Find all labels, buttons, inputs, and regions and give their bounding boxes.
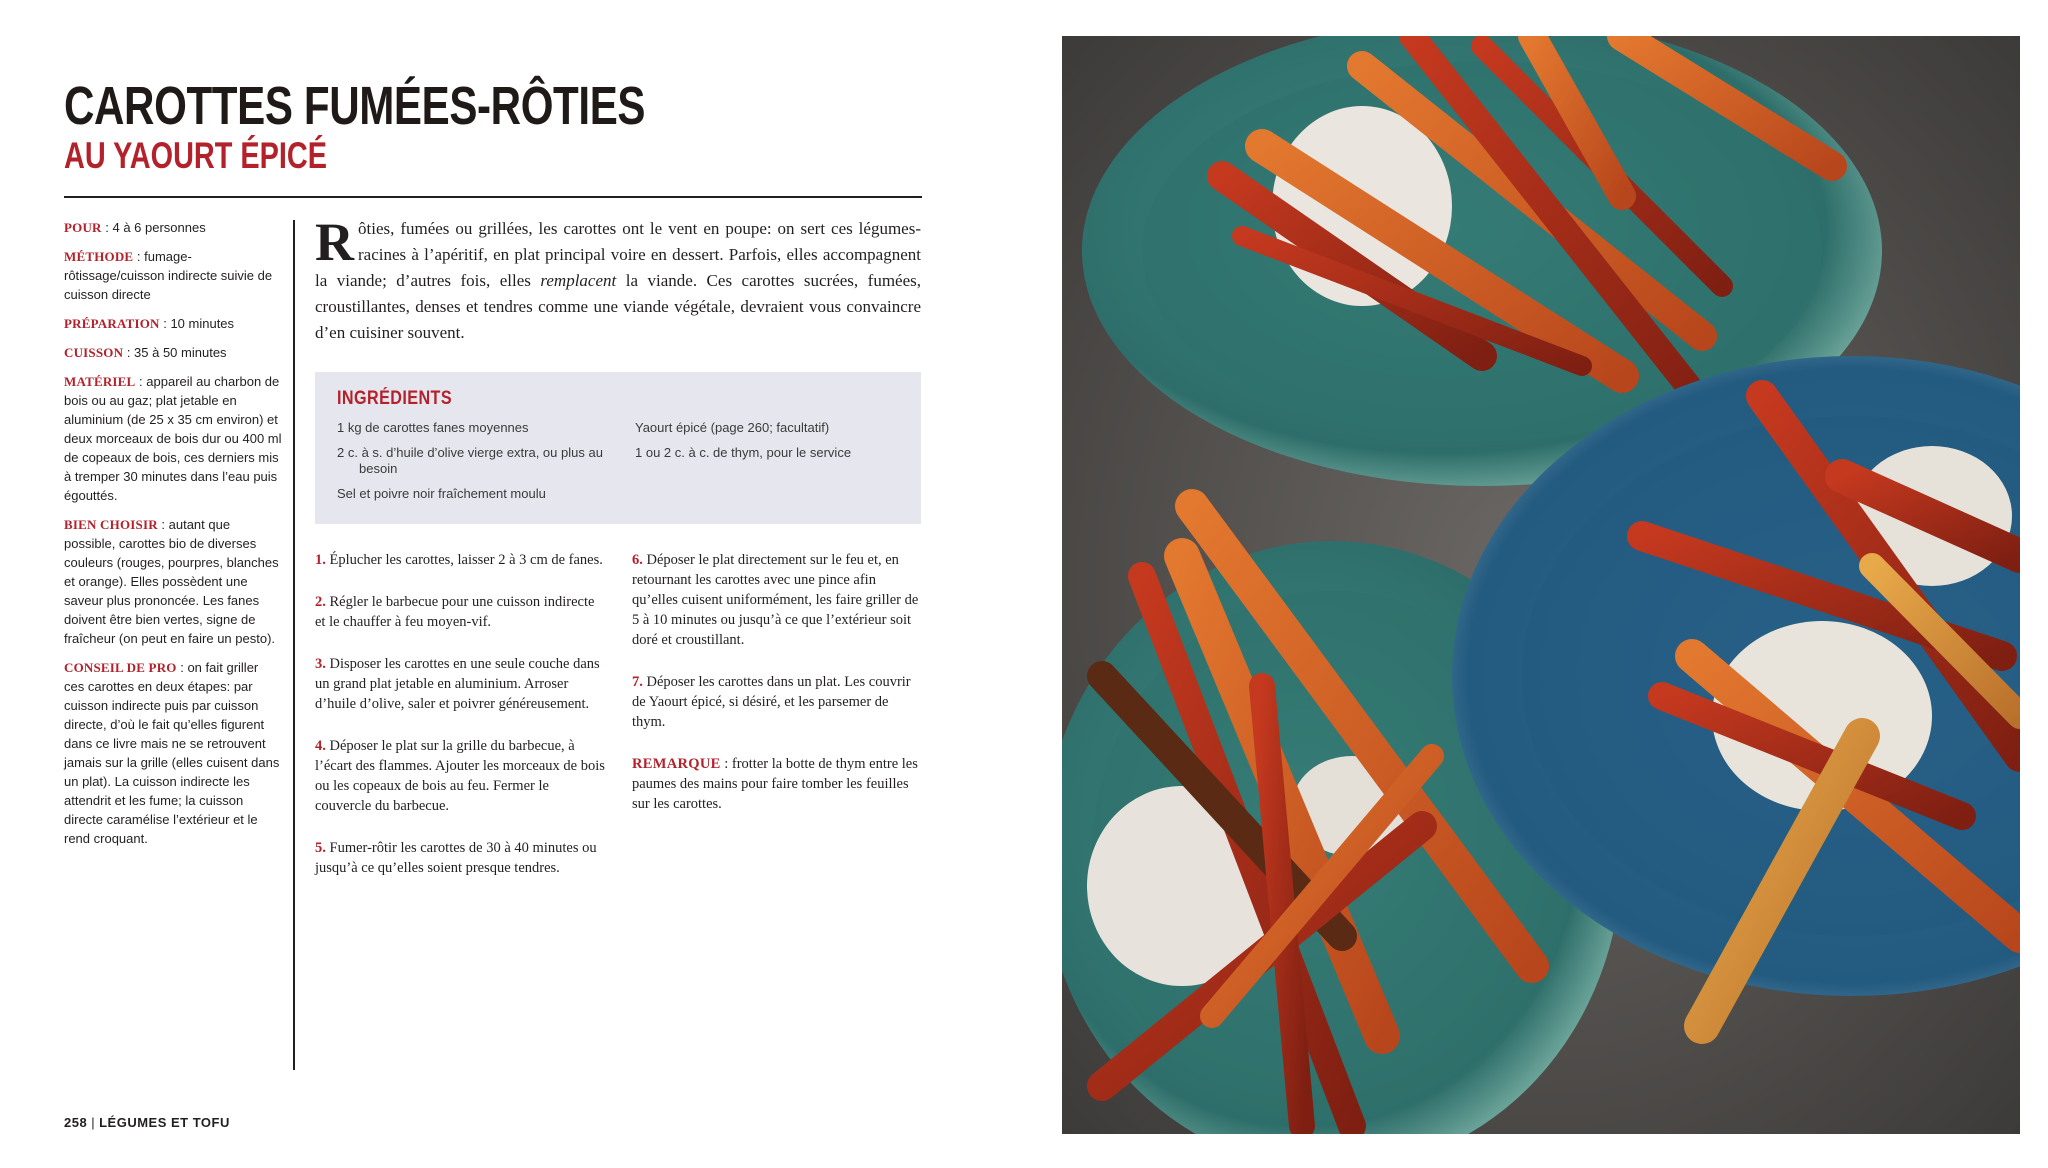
info-choose (64, 515, 282, 648)
ingredients-box (315, 372, 921, 524)
info-equipment-value: : appareil au charbon de bois ou au gaz; plat jetable en aluminium (de 25 x 35 cm environ) et deux morceaux de bois dur ou 400 ml de copeaux de bois, ces derniers mis à tremper 30 minutes dans l’eau puis égouttés. (64, 374, 282, 503)
remark-text: : frotter la botte de thym entre les paumes des mains pour faire tomber les feuilles sur les carottes. (632, 756, 918, 812)
ingredient-item: Yaourt épicé (page 260; facultatif) (635, 420, 830, 435)
steps-column-left (315, 550, 605, 900)
intro-text-start: ôties, fumées ou grillées, les carottes ont le vent en poupe: on sert ces légumes-racines à l’apéritif, en plat principal voire en dessert. Parfois, elles accompagnent la viande; d’autres fois, elles (315, 219, 921, 290)
footer-separator: | (91, 1115, 96, 1130)
step-text: Régler le barbecue pour une cuisson indirecte et le chauffer à feu moyen-vif. (315, 594, 595, 630)
step-text: Disposer les carottes en une seule couche dans un grand plat jetable en aluminium. Arroser d’huile d’olive, saler et poivrer généreusement. (315, 656, 600, 712)
step-number: 6. (632, 552, 643, 568)
step-text: Déposer les carottes dans un plat. Les couvrir de Yaourt épicé, si désiré, et les parsemer de thym. (632, 674, 911, 730)
step-number: 7. (632, 674, 643, 690)
info-cook-label: CUISSON (64, 345, 124, 360)
info-cook (64, 343, 282, 362)
title-divider (64, 196, 922, 198)
step-number: 1. (315, 552, 326, 568)
ingredient-item: Sel et poivre noir fraîchement moulu (337, 486, 546, 501)
recipe-title: CAROTTES FUMÉES-RÔTIES (64, 76, 646, 136)
step-5 (315, 838, 605, 878)
ingredients-left-column (337, 420, 607, 511)
step-3 (315, 654, 605, 714)
roasted-carrots-illustration (1062, 36, 2020, 1134)
step-number: 5. (315, 840, 326, 856)
ingredients-heading: INGRÉDIENTS (337, 388, 453, 409)
drop-cap: R (315, 212, 354, 272)
info-tip (64, 658, 282, 848)
step-7 (632, 672, 922, 732)
info-serves-label: POUR (64, 220, 102, 235)
info-serves-value: : 4 à 6 personnes (101, 220, 206, 235)
info-tip-value: : on fait griller ces carottes en deux étapes: par cuisson indirecte puis par cuisson directe, d’où le fait qu’elles figurent dans ce livre mais ne se retrouvent jamais sur la grille (elles cuisent dans un plat). La cuisson indirecte les attendrit et les fume; la cuisson directe caramélise l’extérieur et le rend croquant. (64, 660, 280, 846)
page-footer (64, 1115, 230, 1130)
recipe-info-sidebar (64, 218, 282, 858)
section-name: LÉGUMES ET TOFU (99, 1115, 230, 1130)
info-method-value: : fumage-rôtissage/cuisson indirecte suivie de cuisson directe (64, 249, 273, 302)
recipe-subtitle: AU YAOURT ÉPICÉ (64, 135, 328, 176)
step-number: 4. (315, 738, 326, 754)
intro-text-end: la viande. Ces carottes sucrées, fumées, croustillantes, denses et tendres comme une viande végétale, devraient vous convaincre d’en cuisiner souvent. (315, 271, 922, 342)
step-number: 2. (315, 594, 326, 610)
steps-column-right (632, 550, 922, 836)
intro-emphasis: remplacent (540, 271, 617, 290)
ingredients-right-column (635, 420, 905, 470)
step-1 (315, 550, 605, 570)
page-number: 258 (64, 1115, 88, 1130)
info-prep (64, 314, 282, 333)
ingredient-item: 1 kg de carottes fanes moyennes (337, 420, 529, 435)
step-2 (315, 592, 605, 632)
ingredient-item: 1 ou 2 c. à c. de thym, pour le service (635, 445, 852, 460)
info-method-label: MÉTHODE (64, 249, 134, 264)
remark-label: REMARQUE (632, 756, 721, 772)
step-text: Fumer-rôtir les carottes de 30 à 40 minutes ou jusqu’à ce qu’elles soient presque tendres. (315, 840, 597, 876)
step-number: 3. (315, 656, 326, 672)
step-6 (632, 550, 922, 650)
intro-paragraph (315, 212, 922, 346)
step-text: Éplucher les carottes, laisser 2 à 3 cm de fanes. (325, 552, 603, 568)
info-equipment (64, 372, 282, 505)
info-serves (64, 218, 282, 237)
food-photo (1062, 36, 2020, 1134)
info-cook-value: : 35 à 50 minutes (123, 345, 227, 360)
info-method (64, 247, 282, 304)
step-text: Déposer le plat sur la grille du barbecue, à l’écart des flammes. Ajouter les morceaux de bois ou les copeaux de bois au feu. Fermer le couvercle du barbecue. (315, 738, 605, 814)
ingredient-item: 2 c. à s. d’huile d’olive vierge extra, ou plus au besoin (337, 445, 603, 476)
step-text: Déposer le plat directement sur le feu et, en retournant les carottes avec une pince afin qu’elles cuisent uniformément, les faire griller de 5 à 10 minutes ou jusqu’à ce que l’extérieur soit doré et croustillant. (632, 552, 919, 648)
step-4 (315, 736, 605, 816)
info-tip-label: CONSEIL DE PRO (64, 660, 177, 675)
info-choose-value: : autant que possible, carottes bio de diverses couleurs (rouges, pourpres, blanches et orange). Elles possèdent une saveur plus prononcée. Les fanes doivent être bien vertes, signe de fraîcheur (on peut en faire un pesto). (64, 517, 279, 646)
info-prep-label: PRÉPARATION (64, 316, 160, 331)
info-prep-value: : 10 minutes (159, 316, 235, 331)
info-choose-label: BIEN CHOISIR (64, 517, 158, 532)
info-equipment-label: MATÉRIEL (64, 374, 136, 389)
sidebar-divider (293, 220, 295, 1070)
remark (632, 754, 922, 814)
